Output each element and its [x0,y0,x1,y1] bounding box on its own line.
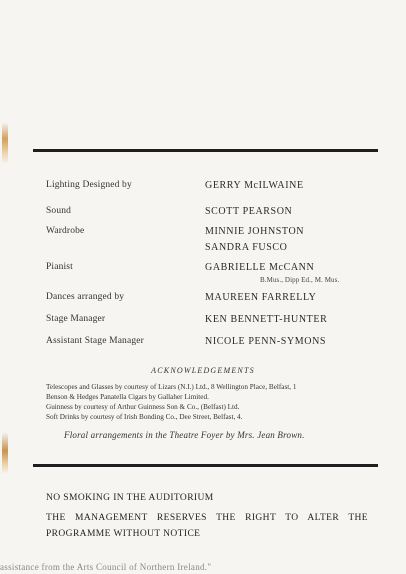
acknowledgement-line: Telescopes and Glasses by courtesy of Lizars (N.I.) Ltd., 8 Wellington Place, Belfast, 1 [46,383,297,391]
acknowledgement-line: Benson & Hedges Panatella Cigars by Gallaher Limited. [46,393,209,401]
credit-role: Pianist [46,262,73,272]
management-notice-line-2: PROGRAMME WITHOUT NOTICE [46,529,201,539]
floral-acknowledgement: Floral arrangements in the Theatre Foyer by Mrs. Jean Brown. [64,430,305,440]
credit-name: GERRY McILWAINE [205,180,304,191]
no-smoking-notice: NO SMOKING IN THE AUDITORIUM [46,493,214,503]
notices-block [46,490,406,542]
paper-stain [2,432,8,474]
credit-name: MINNIE JOHNSTON [205,226,305,237]
paper-stain [2,122,8,164]
cutoff-footer-text: assistance from the Arts Council of Northern Ireland." [0,562,212,572]
top-divider [33,149,378,152]
credit-role: Assistant Stage Manager [46,336,144,346]
credit-role: Sound [46,206,72,216]
credit-name: SCOTT PEARSON [205,206,293,217]
credit-name: KEN BENNETT-HUNTER [205,314,328,325]
acknowledgement-line: Guinness by courtesy of Arthur Guinness Son & Co., (Belfast) Ltd. [46,403,240,411]
credit-name: MAUREEN FARRELLY [205,292,317,303]
credit-name: GABRIELLE McCANN [205,262,315,273]
credit-name: SANDRA FUSCO [205,242,288,253]
acknowledgement-line: Soft Drinks by courtesy of Irish Bonding Co., Dee Street, Belfast, 4. [46,413,243,421]
acknowledgements-heading: ACKNOWLEDGEMENTS [151,366,255,375]
credit-name: NICOLE PENN-SYMONS [205,336,327,347]
credit-role: Stage Manager [46,314,106,324]
credit-qualifications: B.Mus., Dipp Ed., M. Mus. [260,276,340,284]
bottom-divider [33,464,378,467]
credit-role: Lighting Designed by [46,180,132,190]
credit-role: Dances arranged by [46,292,125,302]
credit-role: Wardrobe [46,226,85,236]
management-notice-line-1: THE MANAGEMENT RESERVES THE RIGHT TO ALTER THE [46,513,368,523]
acknowledgements-list [46,382,401,422]
